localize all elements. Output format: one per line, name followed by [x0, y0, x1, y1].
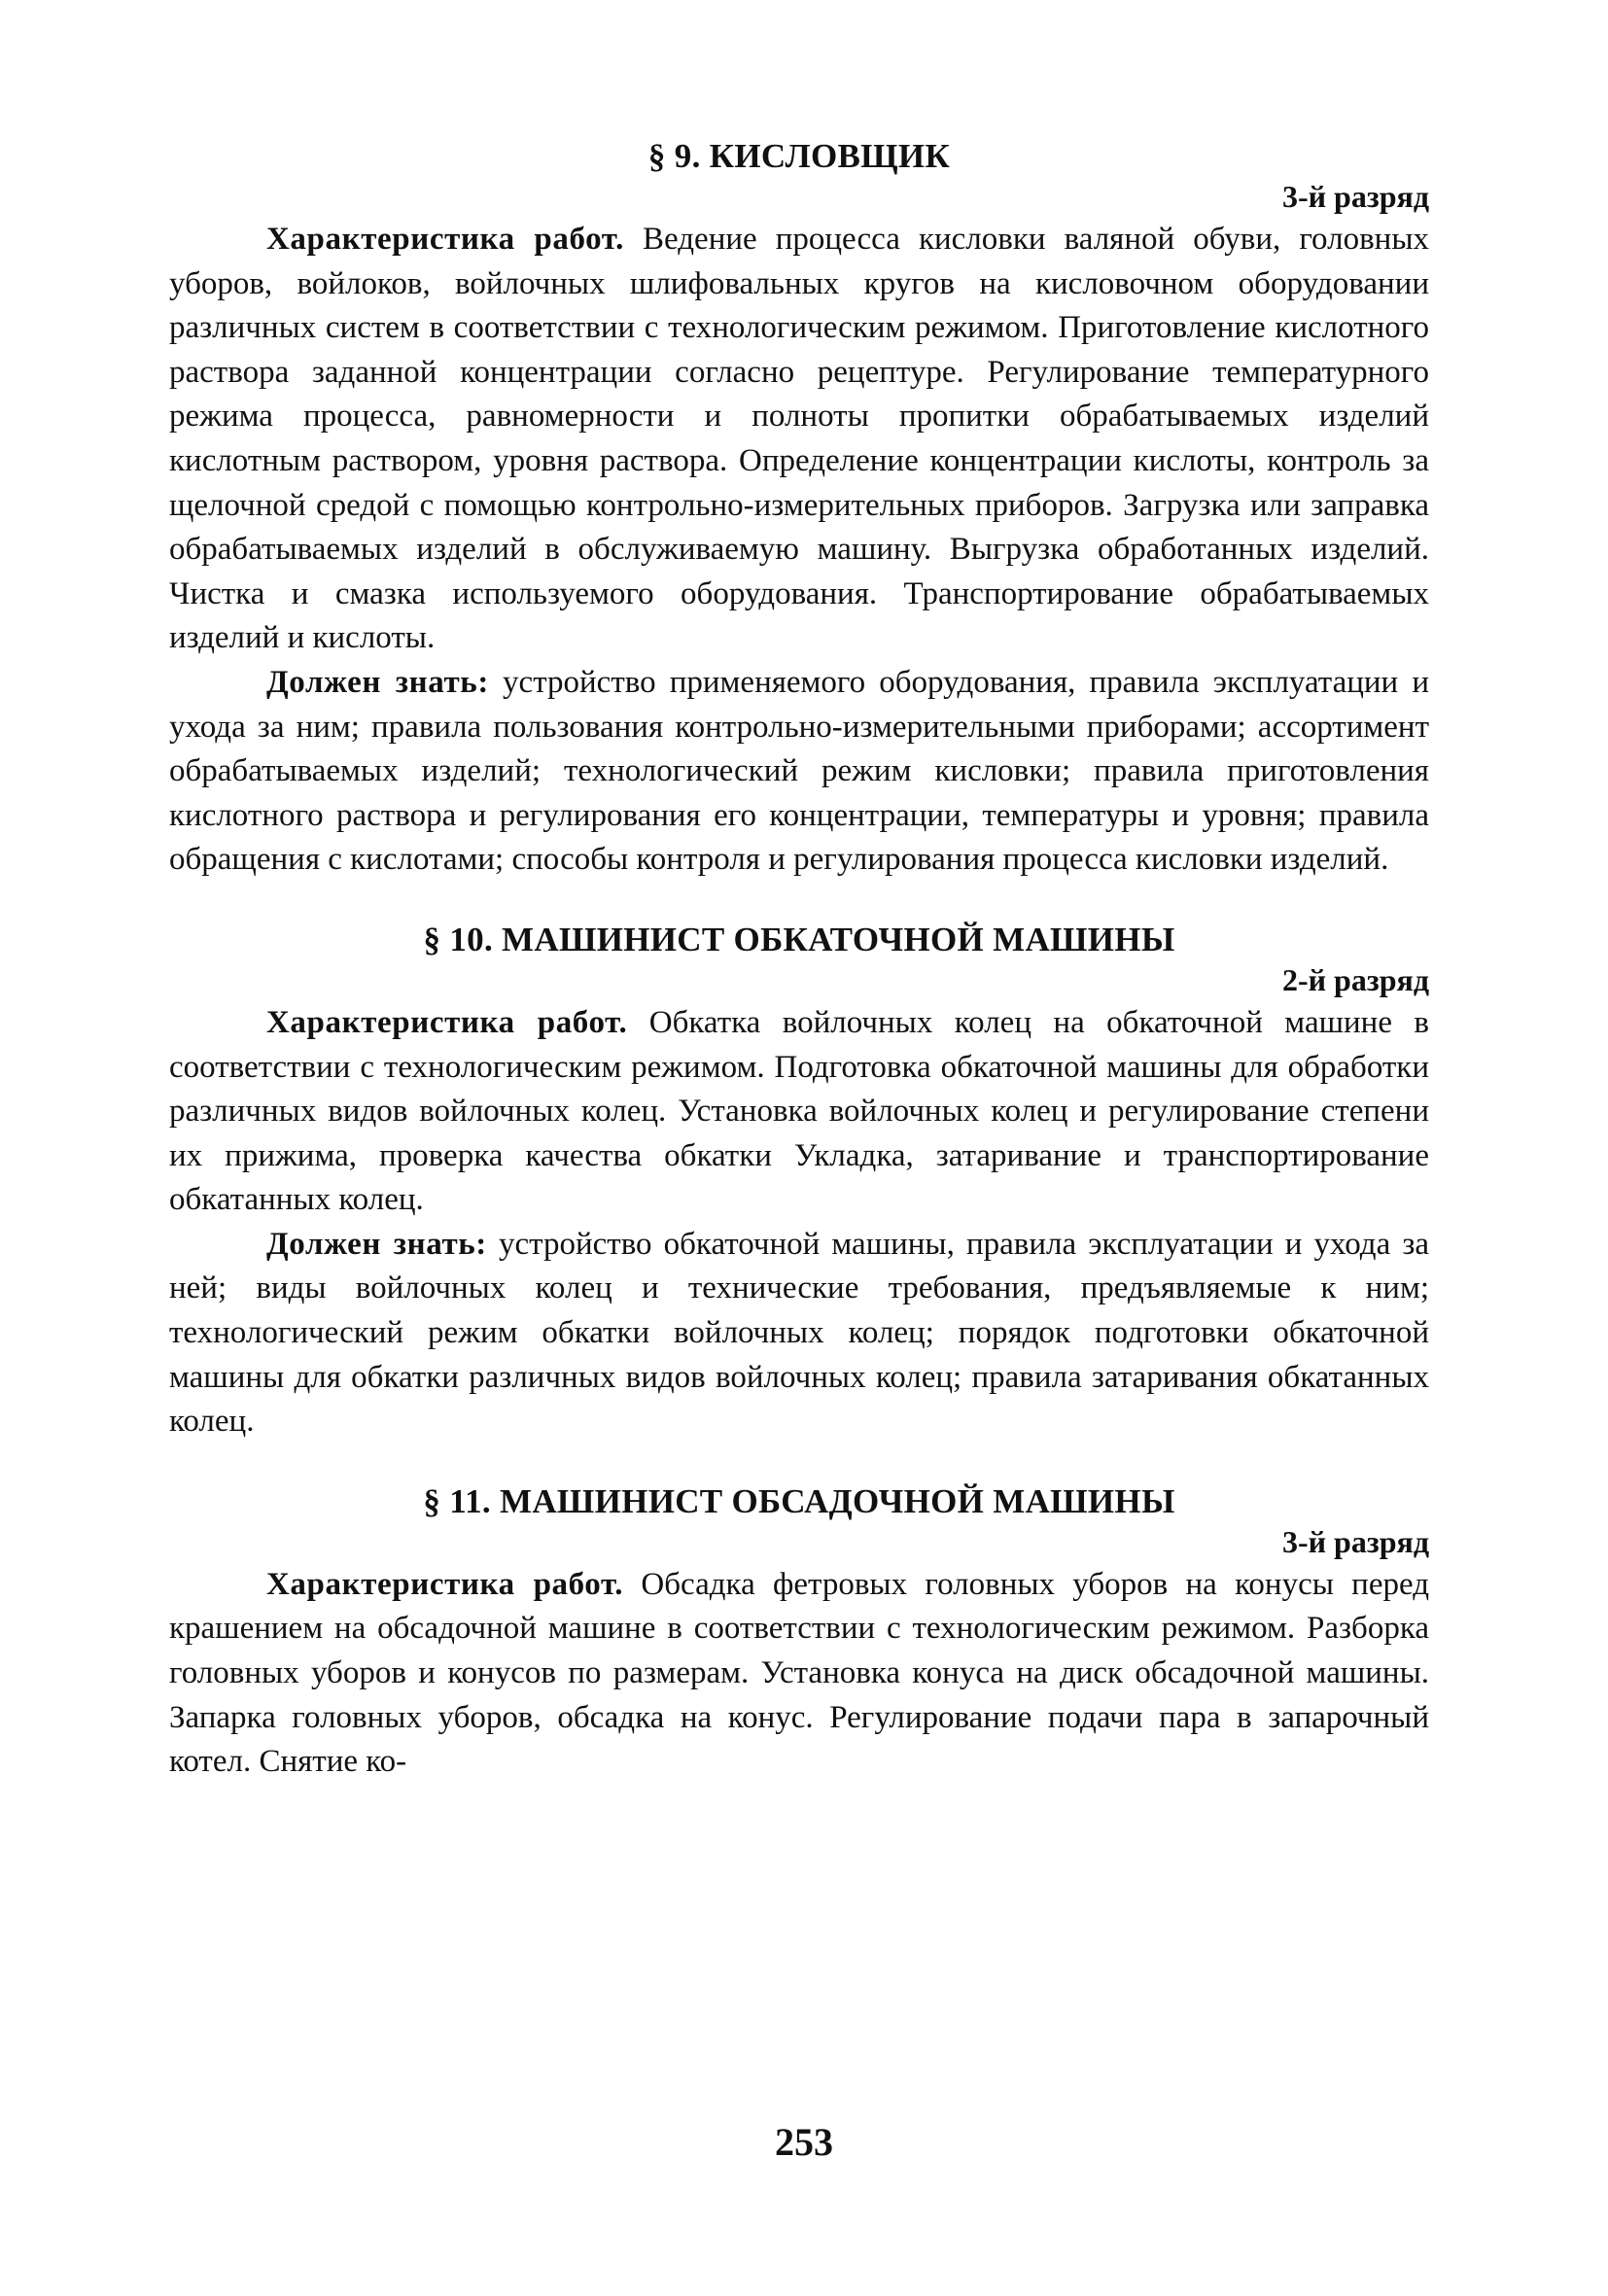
section-heading: § 11. МАШИНИСТ ОБСАДОЧНОЙ МАШИНЫ [423, 1481, 1175, 1520]
paragraph-text: устройство обкаточной машины, правила эксплуатации и ухода за ней; виды войлочных колец и технические требования, предъявляемые к ним; технологический режим обкатки войлочных колец; порядок подготовки обкаточной машины для обкатки различных видов войлочных колец; правила затаривания обкатанных колец. [169, 1226, 1430, 1440]
rank-label: 3-й разряд [1281, 179, 1429, 214]
paragraph-lead: Характеристика работ. [266, 222, 624, 257]
required-knowledge-paragraph [169, 661, 1429, 883]
work-description-paragraph [169, 1001, 1429, 1223]
paragraph-text: Обсадка фетровых головных уборов на конусы перед крашением на обсадочной машине в соответствии с технологическим режимом. Разборка головных уборов и конусов по размерам. Установка конуса на диск обсадочной машины. Запарка головных уборов, обсадка на конус. Регулирование подачи пара в запарочный котел. Снятие ко- [169, 1566, 1429, 1780]
section-heading: § 9. КИСЛОВЩИК [647, 137, 951, 175]
work-description-paragraph [169, 1563, 1429, 1785]
paragraph-text: устройство применяемого оборудования, правила эксплуатации и ухода за ним; правила пользования контрольно-измерительными приборами; ассортимент обрабатываемых изделий; технологический режим кисловки; правила приготовления кислотного раствора и регулирования его концентрации, температуры и уровня; правила обращения с кислотами; способы контроля и регулирования процесса кисловки изделий. [169, 664, 1429, 878]
section-gap [169, 1444, 1429, 1481]
paragraph-lead: Должен знать: [266, 664, 489, 700]
section-9 [169, 136, 1429, 883]
rank-label: 3-й разряд [1281, 1523, 1429, 1559]
document-page [169, 136, 1429, 1785]
required-knowledge-paragraph [169, 1223, 1429, 1444]
paragraph-text: Ведение процесса кисловки валяной обуви, головных уборов, войлоков, войлочных шлифовальных кругов на кисловочном оборудовании различных систем в соответствии с технологическим режимом. Приготовление кислотного раствора заданной концентрации согласно рецептуре. Регулирование температурного режима процесса, равномерности и полноты пропитки обрабатываемых изделий кислотным раствором, уровня раствора. Определение концентрации кислоты, контроль за щелочной средой с помощью контрольно-измерительных приборов. Загрузка или заправка обрабатываемых изделий в обслуживаемую машину. Выгрузка обработанных изделий. Чистка и смазка используемого оборудования. Транспортирование обрабатываемых изделий и кислоты. [169, 222, 1429, 656]
paragraph-lead: Должен знать: [266, 1226, 487, 1262]
paragraph-lead: Характеристика работ. [266, 1004, 628, 1040]
section-10 [169, 920, 1429, 1444]
section-gap [169, 883, 1429, 920]
paragraph-text: Обкатка войлочных колец на обкаточной машине в соответствии с технологическим режимом. Подготовка обкаточной машины для обработки различных видов войлочных колец. Установка войлочных колец и регулирование степени их прижима, проверка качества обкатки Укладка, затаривание и транспортирование обкатанных колец. [169, 1004, 1430, 1218]
section-heading: § 10. МАШИНИСТ ОБКАТОЧНОЙ МАШИНЫ [423, 920, 1175, 958]
work-description-paragraph [169, 218, 1429, 661]
page-number: 253 [775, 2120, 833, 2164]
paragraph-lead: Характеристика работ. [266, 1566, 624, 1602]
rank-label: 2-й разряд [1281, 961, 1429, 997]
section-11 [169, 1481, 1429, 1785]
